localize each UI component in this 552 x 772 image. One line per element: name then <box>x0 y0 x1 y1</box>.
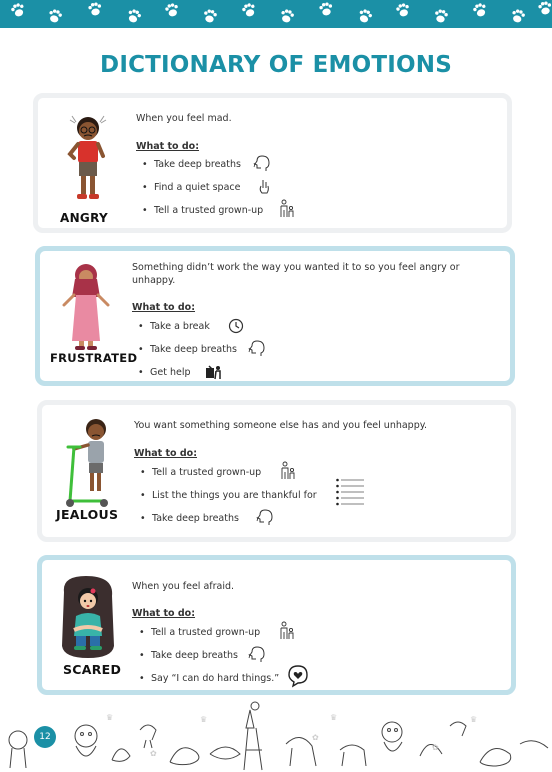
tip-text: Tell a trusted grown-up <box>152 467 262 478</box>
frustrated-girl-illustration-icon <box>58 261 114 353</box>
svg-text:✿: ✿ <box>312 733 319 742</box>
tip-item: • Tell a trusted grown-up <box>142 205 264 216</box>
what-to-do-heading: What to do: <box>132 302 196 313</box>
tip-text: Tell a trusted grown-up <box>154 205 264 216</box>
angry-boy-illustration-icon <box>62 110 114 210</box>
breathing-head-icon <box>248 645 266 663</box>
tip-text: Take deep breaths <box>150 344 237 355</box>
page-number: 12 <box>34 726 56 748</box>
svg-text:♛: ♛ <box>200 715 208 724</box>
emotion-card-angry <box>33 93 512 233</box>
tip-item: • Take deep breaths <box>140 513 239 524</box>
emotion-description: When you feel afraid. <box>132 581 235 592</box>
top-banner <box>0 0 552 28</box>
emotion-label: SCARED <box>63 662 122 677</box>
tip-item: • Take deep breaths <box>139 650 238 661</box>
svg-text:♛: ♛ <box>330 713 338 722</box>
checklist-icon <box>335 477 365 509</box>
scared-girl-illustration-icon <box>56 572 120 662</box>
emotion-card-frustrated <box>35 246 515 386</box>
breathing-head-icon <box>256 508 274 526</box>
tip-text: Take a break <box>150 321 210 332</box>
tip-item: • Take deep breaths <box>142 159 241 170</box>
emotion-description: When you feel mad. <box>136 113 232 124</box>
emotion-label: JEALOUS <box>56 507 119 522</box>
heart-speech-icon <box>287 664 309 688</box>
tip-text: Find a quiet space <box>154 182 241 193</box>
tip-item: • Take a break <box>138 321 210 332</box>
breathing-head-icon <box>253 154 271 172</box>
emotion-label: ANGRY <box>60 211 108 225</box>
tip-item: • Get help <box>138 367 191 378</box>
emotion-card-scared <box>37 555 516 695</box>
paw-print-pattern-icon <box>0 0 552 28</box>
svg-text:♛: ♛ <box>470 715 478 724</box>
tip-item: • Tell a trusted grown-up <box>139 627 261 638</box>
tip-text: Take deep breaths <box>154 159 241 170</box>
clock-icon <box>228 318 244 334</box>
emotion-description: You want something someone else has and you feel unhappy. <box>134 420 428 431</box>
tip-item: • Say “I can do hard things.” <box>139 673 280 684</box>
emotion-description: Something didn’t work the way you wanted it to so you feel angry or unhappy. <box>132 262 460 286</box>
parent-child-icon <box>279 461 297 481</box>
parent-child-icon <box>278 199 296 219</box>
parent-child-icon <box>278 621 296 641</box>
tip-item: • Take deep breaths <box>138 344 237 355</box>
page-title: DICTIONARY OF EMOTIONS <box>100 52 452 78</box>
tip-text: List the things you are thankful for <box>152 490 317 501</box>
svg-text:✿: ✿ <box>432 743 439 752</box>
emotion-label: FRUSTRATED <box>50 351 138 365</box>
emotion-card-jealous <box>37 400 516 542</box>
quiet-hand-icon <box>257 178 271 196</box>
svg-text:♛: ♛ <box>106 713 114 722</box>
breathing-head-icon <box>248 339 266 357</box>
what-to-do-heading: What to do: <box>132 608 196 619</box>
tip-text: Say “I can do hard things.” <box>151 673 280 684</box>
what-to-do-heading: What to do: <box>134 448 198 459</box>
jealous-boy-scooter-illustration-icon <box>60 415 120 510</box>
svg-text:✿: ✿ <box>150 749 157 758</box>
tip-text: Take deep breaths <box>151 650 238 661</box>
tip-item: • Find a quiet space <box>142 182 241 193</box>
what-to-do-heading: What to do: <box>136 141 200 152</box>
tip-text: Take deep breaths <box>152 513 239 524</box>
helping-hand-icon <box>204 364 224 380</box>
animal-doodles-footer-icon <box>0 700 552 772</box>
tip-item: • List the things you are thankful for <box>140 490 317 501</box>
tip-item: • Tell a trusted grown-up <box>140 467 262 478</box>
tip-text: Tell a trusted grown-up <box>151 627 261 638</box>
tip-text: Get help <box>150 367 191 378</box>
